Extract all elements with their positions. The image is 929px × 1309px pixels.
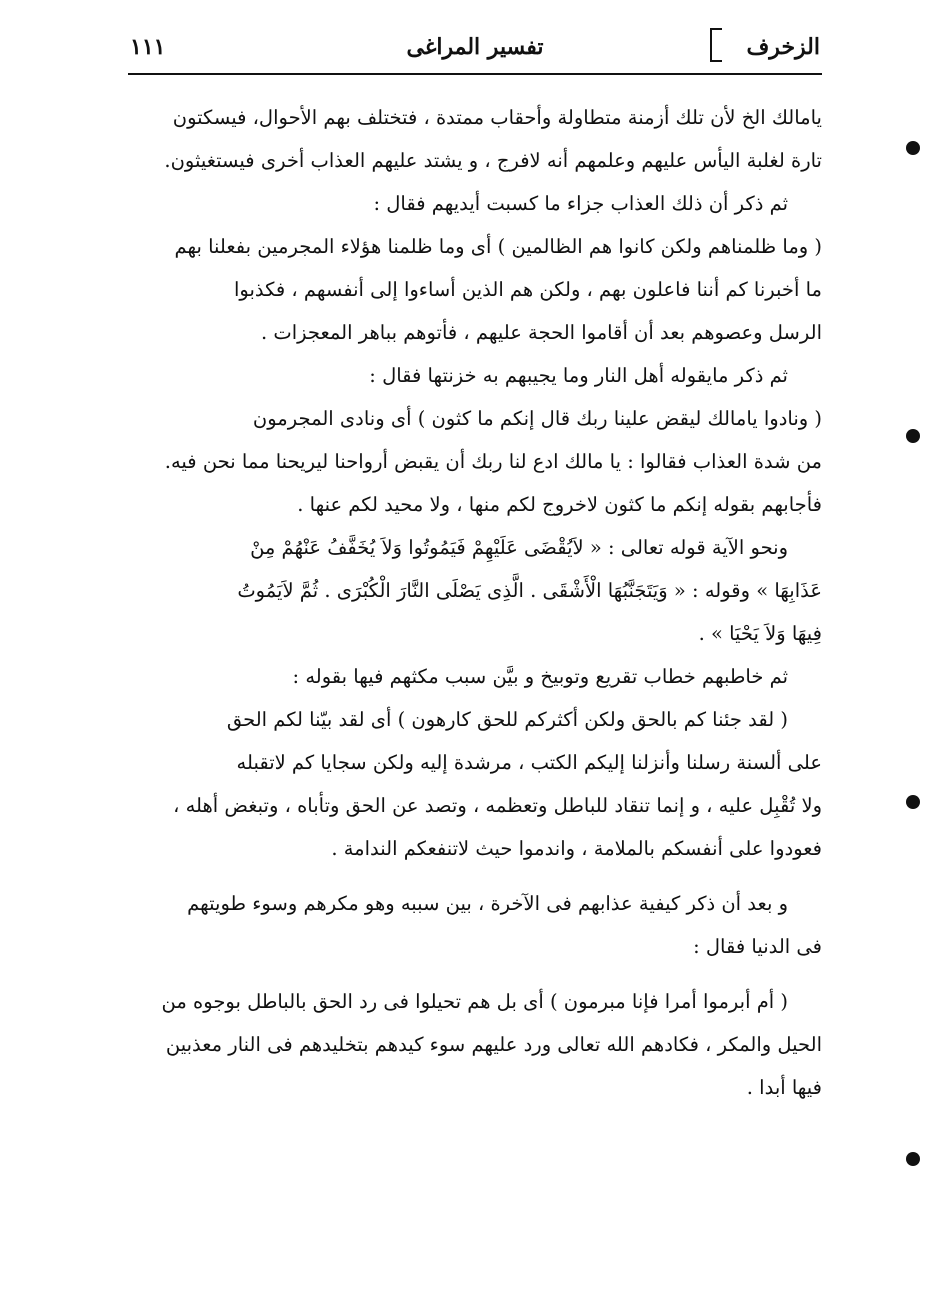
text-line: ولا تُقْبِل عليه ، و إنما تنقاد للباطل وتعظمه ، وتصد عن الحق وتأباه ، وتبغض أهله ، bbox=[173, 794, 822, 817]
binding-hole-mark bbox=[906, 429, 920, 443]
text-line: و بعد أن ذكر كيفية عذابهم فى الآخرة ، بين سببه وهو مكرهم وسوء طويتهم bbox=[187, 892, 788, 915]
text-line: ثم ذكر مايقوله أهل النار وما يجيبهم به خزنتها فقال : bbox=[369, 364, 788, 387]
text-line: فيها أبدا . bbox=[746, 1076, 822, 1099]
text-line: ( وما ظلمناهم ولكن كانوا هم الظالمين ) أى وما ظلمنا هؤلاء المجرمين بفعلنا بهم bbox=[174, 235, 822, 258]
page-body bbox=[128, 96, 822, 1109]
text-line: ما أخبرنا كم أننا فاعلون بهم ، ولكن هم الذين أساءوا إلى أنفسهم ، فكذبوا bbox=[233, 278, 822, 301]
text-line: عَذَابِهَا » وقوله : « وَيَتَجَنَّبُهَا الْأَشْقَى . الَّذِى يَصْلَى النَّارَ الْكُبْرَى . ثُمَّ لاَيَمُوتُ bbox=[237, 579, 822, 602]
surah-name: الزخرف bbox=[746, 34, 820, 60]
book-title: تفسير المراغى bbox=[406, 34, 544, 60]
paragraph-gap bbox=[128, 968, 822, 980]
text-line: ( أم أبرموا أمرا فإنا مبرمون ) أى بل هم تحيلوا فى رد الحق بالباطل بوجوه من bbox=[161, 990, 788, 1013]
text-line: فى الدنيا فقال : bbox=[693, 935, 822, 958]
text-line: تارة لغلبة اليأس عليهم وعلمهم أنه لافرج ، و يشتد عليهم العذاب أخرى فيستغيثون. bbox=[164, 149, 822, 172]
header-rule bbox=[128, 73, 822, 75]
page-number: ١١١ bbox=[130, 34, 166, 60]
text-line: ثم خاطبهم خطاب تقريع وتوبيخ و بيَّن سبب مكثهم فيها بقوله : bbox=[292, 665, 788, 688]
text-line: من شدة العذاب فقالوا : يا مالك ادع لنا ربك أن يقبض أرواحنا ليريحنا مما نحن فيه. bbox=[164, 450, 822, 473]
binding-hole-mark bbox=[906, 141, 920, 155]
text-line: الحيل والمكر ، فكادهم الله تعالى ورد عليهم سوء كيدهم بتخليدهم فى النار معذبين bbox=[165, 1033, 822, 1056]
text-line: على ألسنة رسلنا وأنزلنا إليكم الكتب ، مرشدة إليه ولكن سجايا كم لاتقبله bbox=[236, 751, 822, 774]
page-header bbox=[130, 28, 820, 68]
text-line: فعودوا على أنفسكم بالملامة ، واندموا حيث لاتنفعكم الندامة . bbox=[331, 837, 822, 860]
text-line: ( ونادوا يامالك ليقض علينا ربك قال إنكم ما كثون ) أى ونادى المجرمون bbox=[252, 407, 822, 430]
text-line: فأجابهم بقوله إنكم ما كثون لاخروج لكم منها ، ولا محيد لكم عنها . bbox=[297, 493, 822, 516]
text-line: ونحو الآية قوله تعالى : « لاَيُقْضَى عَلَيْهِمْ فَيَمُوتُوا وَلاَ يُخَفَّفُ عَنْهُمْ مِنْ bbox=[250, 536, 788, 559]
text-line: ثم ذكر أن ذلك العذاب جزاء ما كسبت أيديهم فقال : bbox=[373, 192, 788, 215]
paragraph-gap bbox=[128, 870, 822, 882]
binding-hole-mark bbox=[906, 1152, 920, 1166]
text-line: الرسل وعصوهم بعد أن أقاموا الحجة عليهم ، فأتوهم بباهر المعجزات . bbox=[260, 321, 822, 344]
text-line: فِيهَا وَلاَ يَحْيَا » . bbox=[698, 622, 822, 645]
binding-hole-mark bbox=[906, 795, 920, 809]
text-line: ( لقد جئنا كم بالحق ولكن أكثركم للحق كارهون ) أى لقد بيّنا لكم الحق bbox=[226, 708, 788, 731]
text-line: يامالك الخ لأن تلك أزمنة متطاولة وأحقاب ممتدة ، فتختلف بهم الأحوال، فيسكتون bbox=[172, 106, 822, 129]
